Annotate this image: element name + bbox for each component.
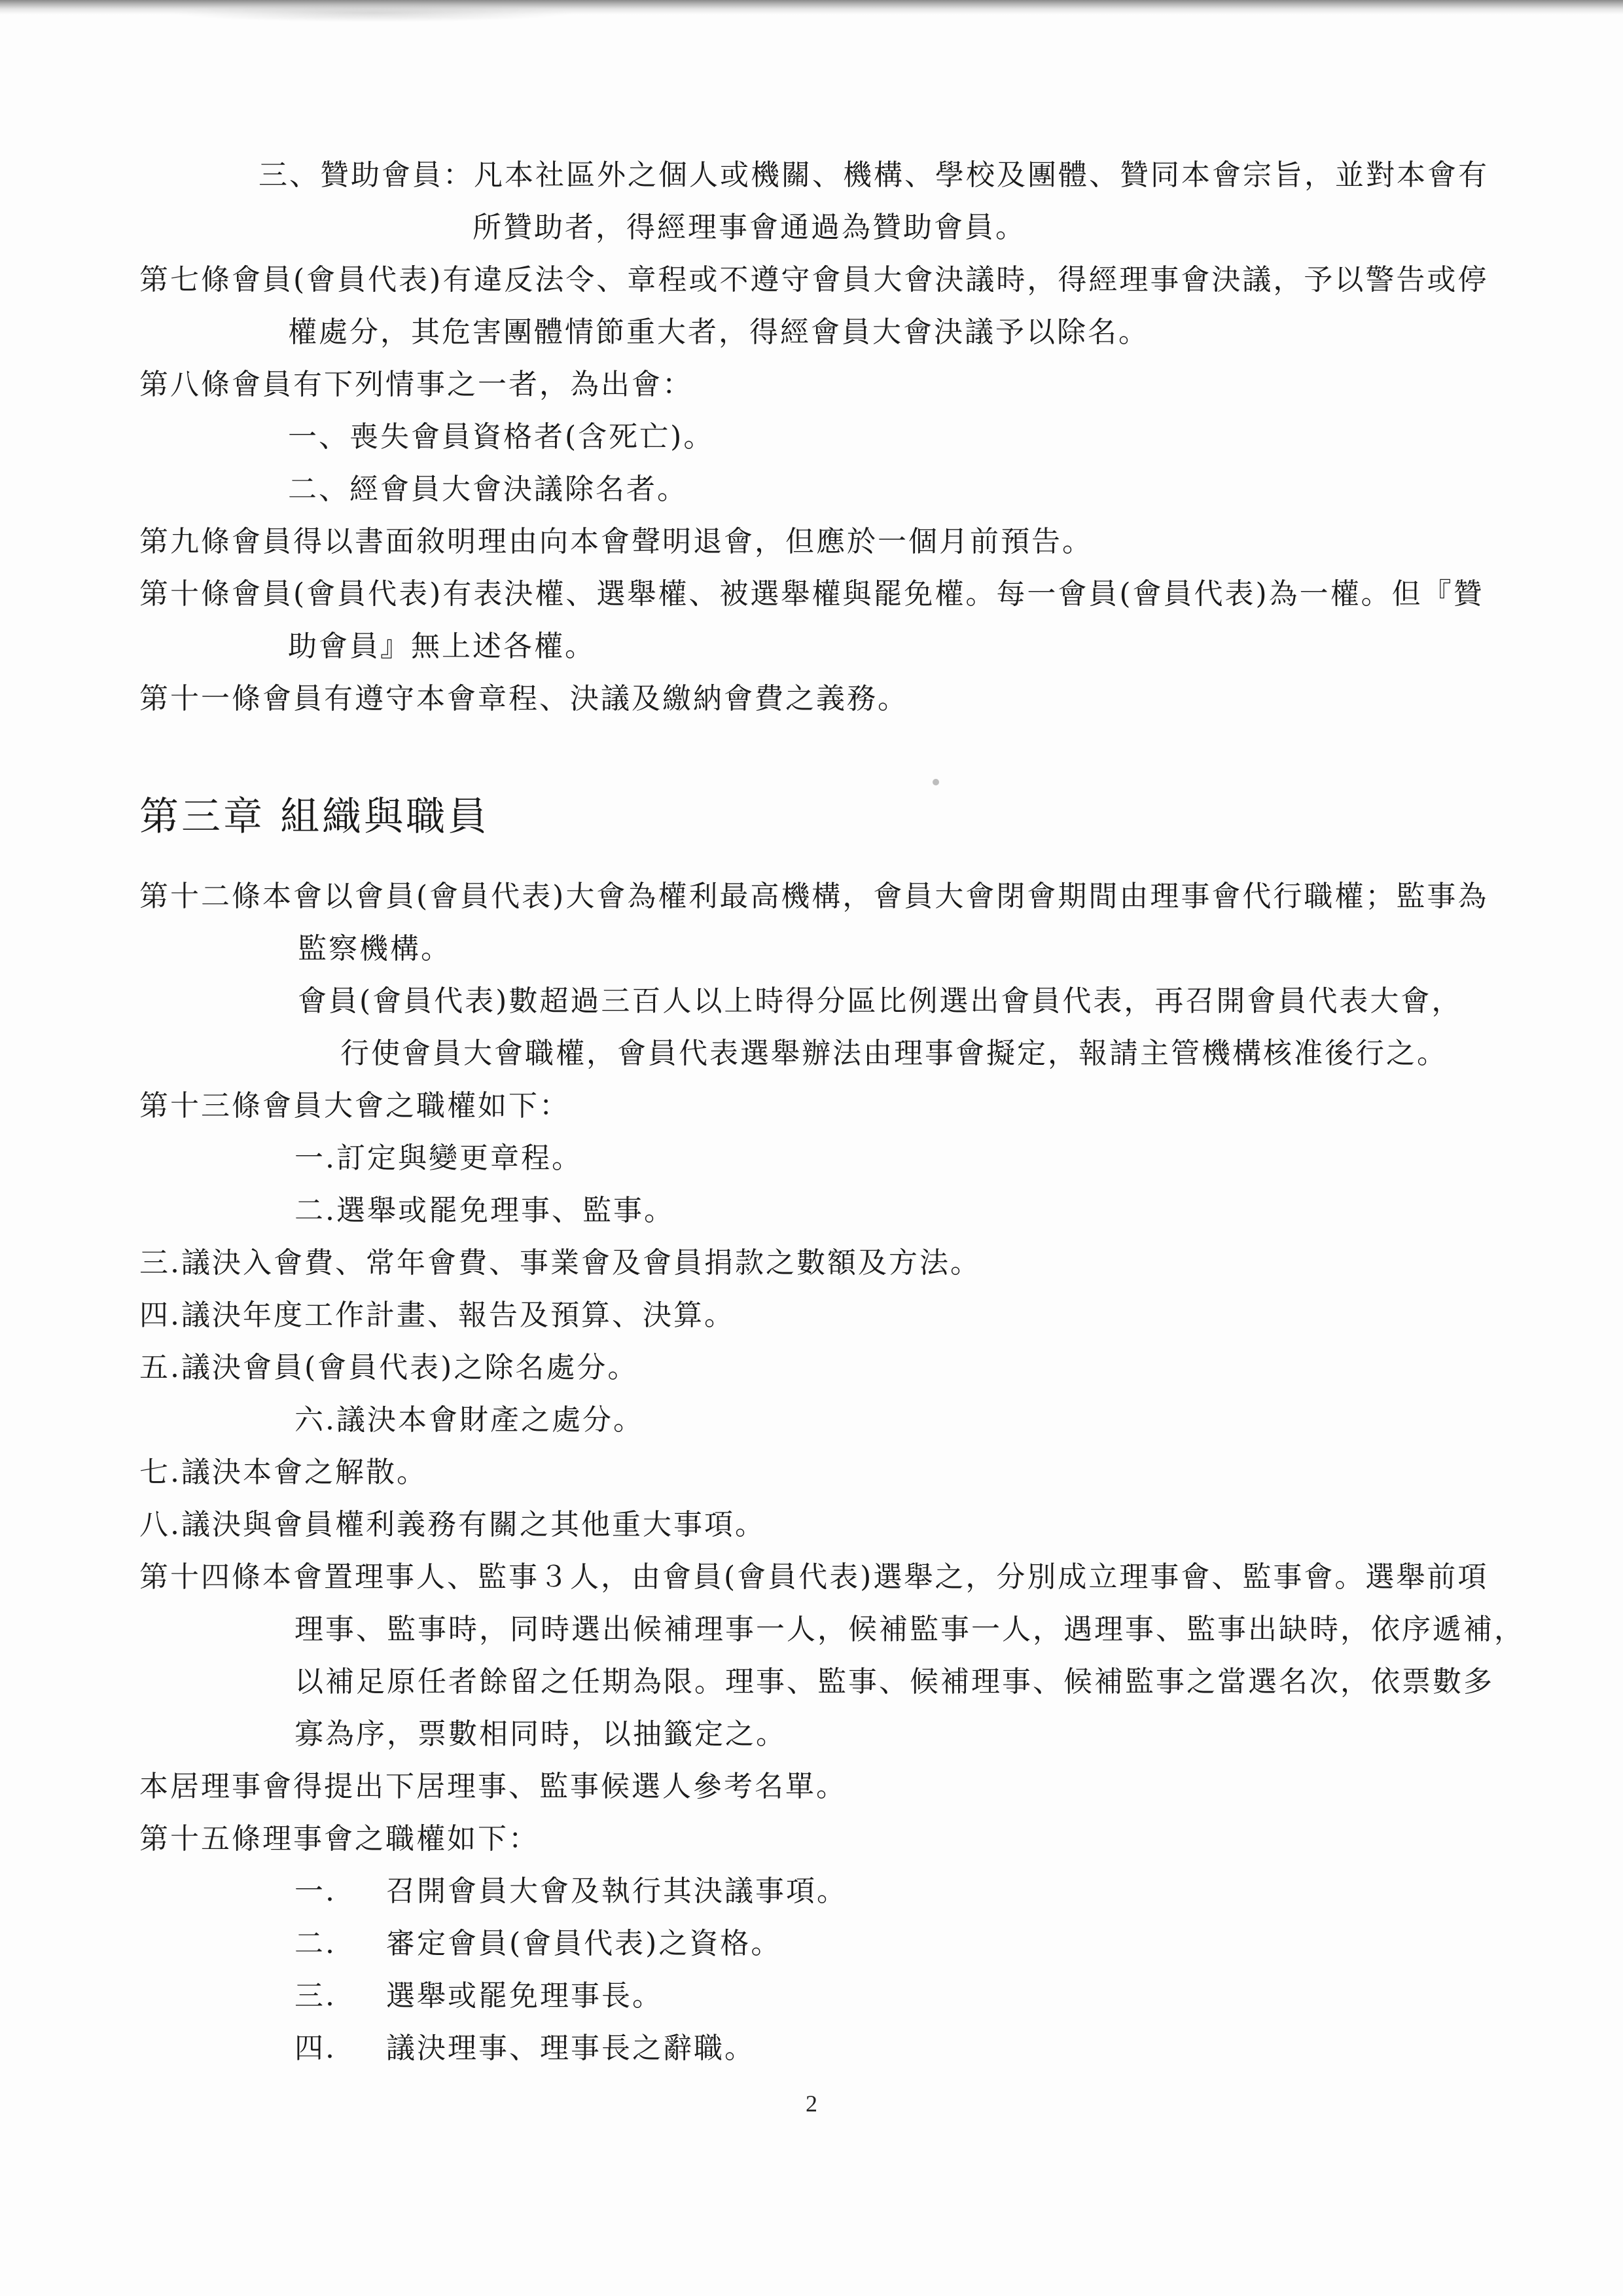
article-13-item-5: 五.議決會員(會員代表)之除名處分。 bbox=[139, 1351, 639, 1384]
article-13-item-4: 四.議決年度工作計畫、報告及預算、決算。 bbox=[139, 1299, 735, 1332]
list-number: 四. bbox=[294, 2032, 336, 2065]
article-7: 第七條會員(會員代表)有違反法令、章程或不遵守會員大會決議時，得經理事會決議，予以警告或停 bbox=[139, 263, 1489, 296]
article-14: 第十四條本會置理事人、監事３人，由會員(會員代表)選舉之，分別成立理事會、監事會。選舉前項 bbox=[139, 1560, 1489, 1594]
article-15-item-2 bbox=[294, 1924, 781, 1964]
article-10: 第十條會員(會員代表)有表決權、選舉權、被選舉權與罷免權。每一會員(會員代表)為一權。但『贊 bbox=[139, 577, 1484, 611]
article-13-item-3: 三.議決入會費、常年會費、事業會及會員捐款之數額及方法。 bbox=[139, 1246, 981, 1280]
article-14-note: 本居理事會得提出下居理事、監事候選人參考名單。 bbox=[139, 1770, 847, 1803]
clause-sponsor-member-cont: 所贊助者，得經理事會通過為贊助會員。 bbox=[473, 211, 1026, 244]
article-13-item-8: 八.議決與會員權利義務有關之其他重大事項。 bbox=[139, 1508, 766, 1541]
list-number: 二. bbox=[294, 1927, 336, 1960]
list-text: 召開會員大會及執行其決議事項。 bbox=[386, 1874, 847, 1908]
article-13-item-7: 七.議決本會之解散。 bbox=[139, 1456, 427, 1489]
list-number: 一. bbox=[294, 1874, 336, 1908]
article-12-cont: 監察機構。 bbox=[298, 932, 452, 965]
article-13-item-6: 六.議決本會財產之處分。 bbox=[294, 1403, 644, 1437]
article-15: 第十五條理事會之職權如下： bbox=[139, 1822, 539, 1856]
article-15-item-1 bbox=[294, 1872, 847, 1911]
list-text: 議決理事、理事長之辭職。 bbox=[386, 2032, 755, 2065]
article-13-item-2: 二.選舉或罷免理事、監事。 bbox=[294, 1194, 675, 1227]
article-15-item-3 bbox=[294, 1977, 663, 2016]
article-13-item-1: 一.訂定與變更章程。 bbox=[294, 1141, 582, 1175]
article-12-para-2-cont: 行使會員大會職權，會員代表選舉辦法由理事會擬定，報請主管機構核准後行之。 bbox=[340, 1037, 1448, 1070]
article-14-cont-2: 以補足原任者餘留之任期為限。理事、監事、候補理事、候補監事之當選名次，依票數多 bbox=[294, 1665, 1494, 1698]
article-14-cont-3: 寡為序，票數相同時，以抽籤定之。 bbox=[294, 1717, 787, 1751]
scan-smudge bbox=[170, 4, 576, 22]
article-10-cont: 助會員』無上述各權。 bbox=[288, 630, 596, 663]
article-12-para-2: 會員(會員代表)數超過三百人以上時得分區比例選出會員代表，再召開會員代表大會， bbox=[298, 984, 1463, 1018]
article-8-item-1: 一、喪失會員資格者(含死亡)。 bbox=[288, 420, 715, 454]
page-number: 2 bbox=[806, 2090, 817, 2117]
scan-speck bbox=[933, 779, 939, 785]
article-11: 第十一條會員有遵守本會章程、決議及繳納會費之義務。 bbox=[139, 682, 908, 715]
article-7-cont: 權處分，其危害團體情節重大者，得經會員大會決議予以除名。 bbox=[288, 315, 1149, 349]
article-13: 第十三條會員大會之職權如下： bbox=[139, 1089, 570, 1122]
list-text: 審定會員(會員代表)之資格。 bbox=[386, 1927, 782, 1960]
article-12: 第十二條本會以會員(會員代表)大會為權利最高機構，會員大會閉會期間由理事會代行職權；監事為 bbox=[139, 880, 1489, 913]
article-15-item-4 bbox=[294, 2029, 755, 2068]
list-text: 選舉或罷免理事長。 bbox=[386, 1979, 663, 2013]
clause-sponsor-member: 三、贊助會員：凡本社區外之個人或機關、機構、學校及團體、贊同本會宗旨，並對本會有 bbox=[259, 158, 1489, 192]
article-9: 第九條會員得以書面敘明理由向本會聲明退會，但應於一個月前預告。 bbox=[139, 525, 1093, 558]
article-14-cont-1: 理事、監事時，同時選出候補理事一人，候補監事一人，遇理事、監事出缺時，依序遞補， bbox=[294, 1613, 1525, 1646]
article-8: 第八條會員有下列情事之一者，為出會： bbox=[139, 368, 693, 401]
list-number: 三. bbox=[294, 1979, 336, 2013]
article-8-item-2: 二、經會員大會決議除名者。 bbox=[288, 473, 688, 506]
chapter-3-heading: 第三章 組織與職員 bbox=[139, 794, 490, 840]
